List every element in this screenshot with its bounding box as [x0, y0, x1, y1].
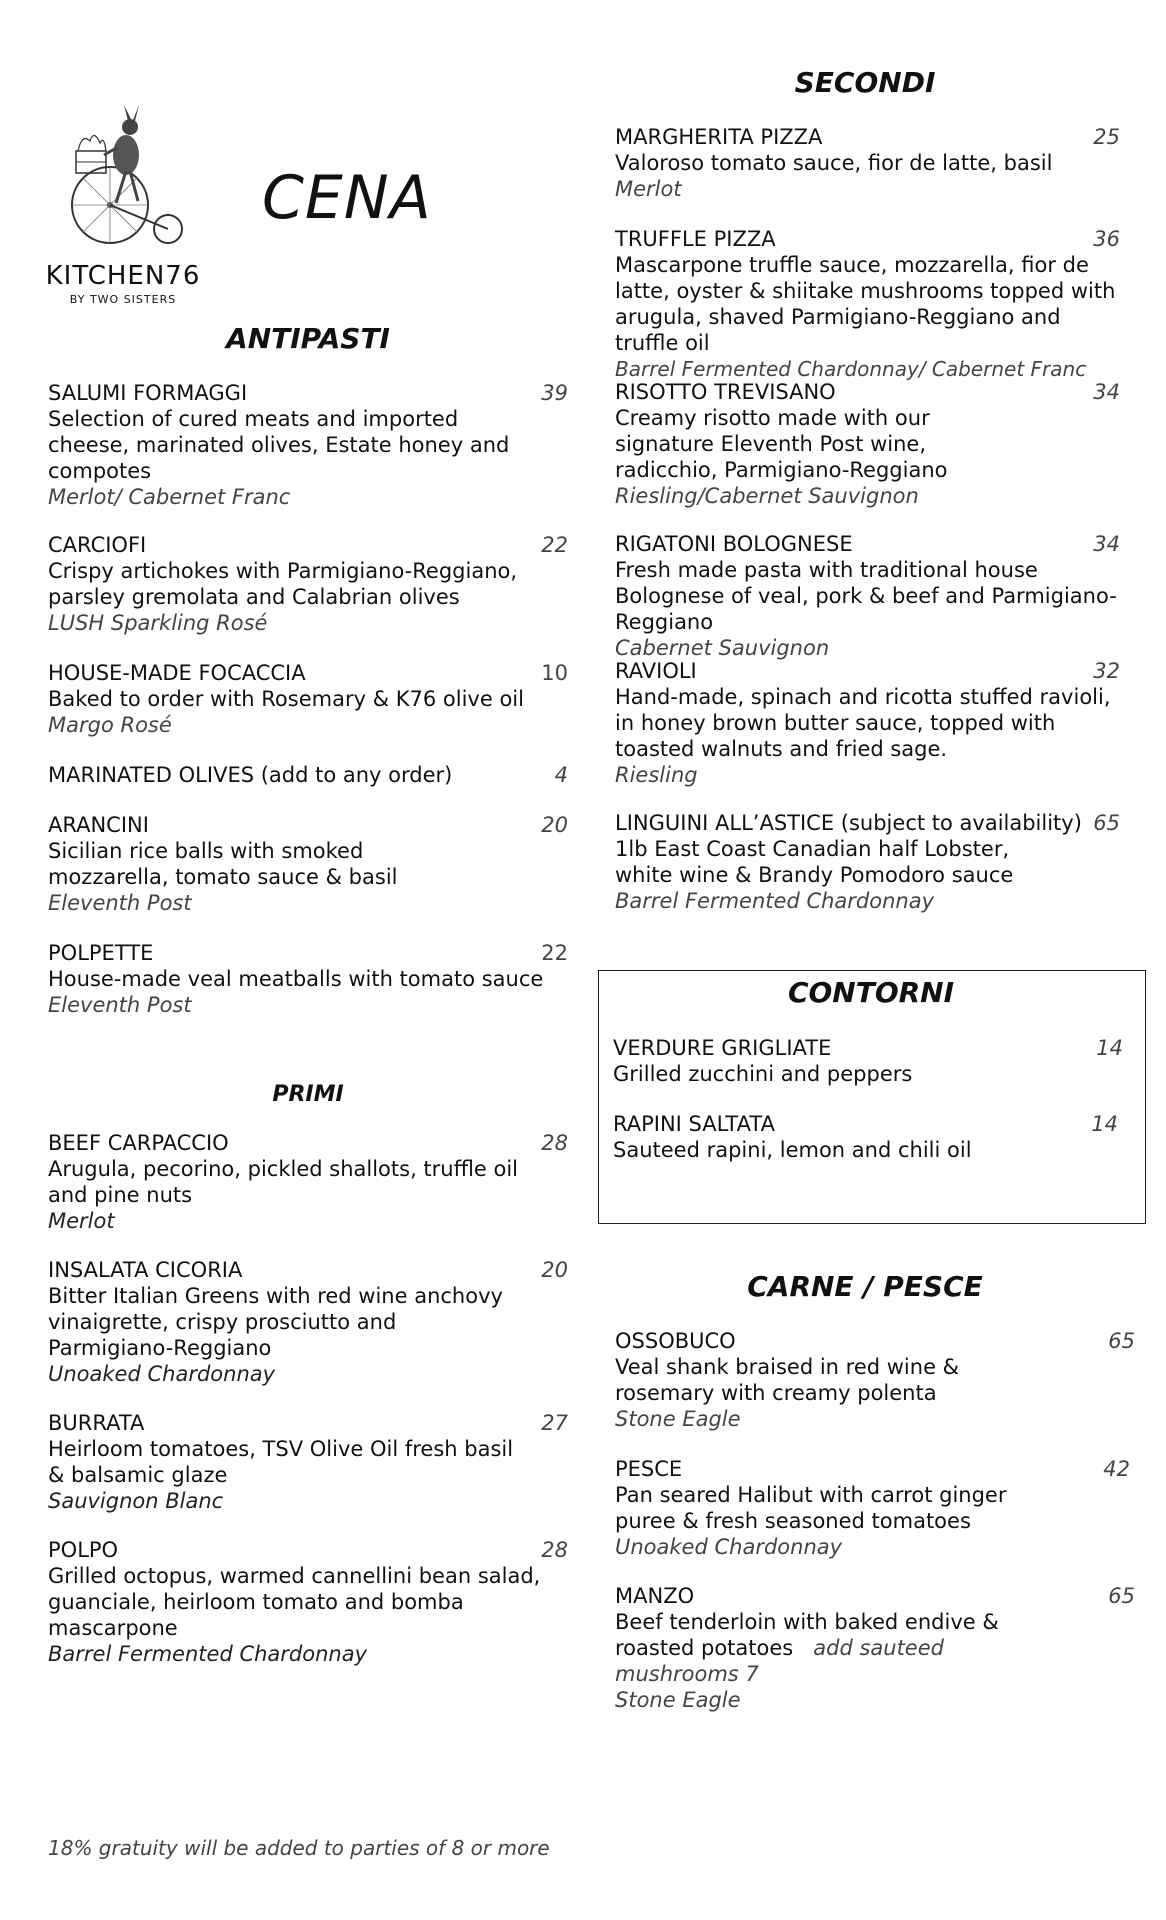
item-price: 20 [541, 1258, 568, 1282]
menu-item [48, 812, 568, 916]
item-description: Heirloom tomatoes, TSV Olive Oil fresh basil & balsamic glaze [48, 1437, 514, 1487]
item-name: TRUFFLE PIZZA [615, 227, 776, 251]
wine-pairing: Barrel Fermented Chardonnay [615, 889, 935, 913]
item-description: Pan seared Halibut with carrot ginger puree & fresh seasoned tomatoes [615, 1483, 1007, 1533]
item-name: OSSOBUCO [615, 1329, 736, 1353]
item-name: RIGATONI BOLOGNESE [615, 532, 853, 556]
item-name: VERDURE GRIGLIATE [613, 1036, 832, 1060]
kitchen76-logo [38, 105, 208, 306]
rabbit-bicycle-icon [38, 105, 208, 255]
item-name: CARCIOFI [48, 533, 147, 557]
brand-tagline: BY TWO SISTERS [69, 293, 177, 306]
item-name: BURRATA [48, 1411, 145, 1435]
menu-item [613, 1035, 1123, 1087]
menu-item [613, 1111, 1118, 1163]
item-description: House-made veal meatballs with tomato sauce [48, 967, 544, 991]
item-price: 65 [1108, 1584, 1135, 1608]
wine-pairing: Unoaked Chardonnay [48, 1362, 276, 1386]
item-name: BEEF CARPACCIO [48, 1131, 229, 1155]
item-price: 14 [1091, 1112, 1118, 1136]
item-note: (add to any order) [254, 763, 453, 787]
item-description: Grilled octopus, warmed cannellini bean salad, guanciale, heirloom tomato and bomba mascarpone [48, 1564, 541, 1640]
menu-item [615, 810, 1120, 914]
item-description [615, 1609, 1055, 1687]
item-name: LINGUINI ALL’ASTICE [615, 811, 835, 835]
menu-item [48, 1537, 568, 1667]
item-description: Hand-made, spinach and ricotta stuffed ravioli, in honey brown butter sauce, topped with toasted walnuts and fried sage. [615, 685, 1111, 761]
item-name: HOUSE-MADE FOCACCIA [48, 661, 306, 685]
wine-pairing: Merlot/ Cabernet Franc [48, 485, 291, 509]
item-description: Baked to order with Rosemary & K76 olive oil [48, 687, 524, 711]
item-name: MARGHERITA PIZZA [615, 125, 823, 149]
item-title [615, 810, 1082, 836]
item-name: PESCE [615, 1457, 683, 1481]
primi-heading: PRIMI [272, 1082, 344, 1107]
menu-item [615, 658, 1120, 788]
wine-pairing: Eleventh Post [48, 993, 192, 1017]
item-description: Crispy artichokes with Parmigiano-Reggiano, parsley gremolata and Calabrian olives [48, 559, 518, 609]
item-title [48, 762, 452, 788]
menu-item [48, 1130, 568, 1234]
item-name: SALUMI FORMAGGI [48, 381, 248, 405]
item-description: 1lb East Coast Canadian half Lobster, white wine & Brandy Pomodoro sauce [615, 837, 1014, 887]
carne-pesce-heading: CARNE / PESCE [747, 1270, 983, 1303]
menu-item [615, 1456, 1130, 1560]
item-description: Fresh made pasta with traditional house Bolognese of veal, pork & beef and Parmigiano-Reggiano [615, 558, 1117, 634]
wine-pairing: Merlot [48, 1209, 115, 1233]
item-price: 25 [1093, 125, 1120, 149]
menu-item [48, 1410, 568, 1514]
addon-note: add sauteed mushrooms 7 [615, 1636, 944, 1686]
item-description: Sauteed rapini, lemon and chili oil [613, 1138, 972, 1162]
wine-pairing: Riesling/Cabernet Sauvignon [615, 484, 919, 508]
menu-item [615, 531, 1120, 661]
brand-name: KITCHEN76 [45, 261, 201, 291]
item-description: Selection of cured meats and imported cheese, marinated olives, Estate honey and compotes [48, 407, 510, 483]
item-price: 28 [541, 1131, 568, 1155]
item-price: 34 [1093, 380, 1120, 404]
wine-pairing: Barrel Fermented Chardonnay/ Cabernet Franc [615, 357, 1087, 381]
item-name: MANZO [615, 1584, 695, 1608]
item-price: 65 [1093, 811, 1120, 835]
wine-pairing: LUSH Sparkling Rosé [48, 611, 268, 635]
item-name: RISOTTO TREVISANO [615, 380, 836, 404]
item-description: Creamy risotto made with our signature Eleventh Post wine, radicchio, Parmigiano-Reggiano [615, 406, 948, 482]
antipasti-heading: ANTIPASTI [226, 322, 390, 355]
item-name: RAPINI SALTATA [613, 1112, 775, 1136]
wine-pairing: Margo Rosé [48, 713, 172, 737]
wine-pairing: Stone Eagle [615, 1688, 741, 1712]
item-description: Mascarpone truffle sauce, mozzarella, fior de latte, oyster & shiitake mushrooms topped with arugula, shaved Parmigiano-Reggiano and truffle oil [615, 253, 1116, 355]
item-description: Valoroso tomato sauce, fior de latte, basil [615, 151, 1053, 175]
item-price: 20 [541, 813, 568, 837]
menu-item [615, 379, 1120, 509]
item-description: Grilled zucchini and peppers [613, 1062, 913, 1086]
menu-item [615, 226, 1120, 382]
item-description: Veal shank braised in red wine & rosemary with creamy polenta [615, 1355, 960, 1405]
menu-item [615, 1583, 1135, 1713]
item-price: 36 [1093, 227, 1120, 251]
item-price: 22 [541, 533, 568, 557]
item-description: Bitter Italian Greens with red wine anchovy vinaigrette, crispy prosciutto and Parmigiano-Reggiano [48, 1284, 503, 1360]
menu-item [615, 1328, 1135, 1432]
item-price: 22 [541, 941, 568, 965]
wine-pairing: Stone Eagle [615, 1407, 741, 1431]
item-description: Arugula, pecorino, pickled shallots, truffle oil and pine nuts [48, 1157, 519, 1207]
wine-pairing: Merlot [615, 177, 682, 201]
item-price: 4 [554, 763, 568, 787]
menu-item [48, 940, 568, 1018]
item-price: 42 [1103, 1457, 1130, 1481]
menu-item [48, 762, 568, 788]
menu-item [48, 660, 568, 738]
item-note: (subject to availability) [834, 811, 1082, 835]
wine-pairing: Barrel Fermented Chardonnay [48, 1642, 368, 1666]
item-price: 10 [541, 661, 568, 685]
item-price: 32 [1093, 659, 1120, 683]
contorni-heading: CONTORNI [787, 976, 955, 1009]
item-price: 39 [541, 381, 568, 405]
item-name: INSALATA CICORIA [48, 1258, 243, 1282]
item-price: 65 [1108, 1329, 1135, 1353]
item-name: POLPO [48, 1538, 119, 1562]
wine-pairing: Sauvignon Blanc [48, 1489, 224, 1513]
item-name: MARINATED OLIVES [48, 763, 255, 787]
item-price: 14 [1096, 1036, 1123, 1060]
item-description: Beef tenderloin with baked endive & roasted potatoes [615, 1610, 999, 1660]
item-name: RAVIOLI [615, 659, 697, 683]
item-price: 28 [541, 1538, 568, 1562]
item-title [48, 380, 247, 406]
wine-pairing: Eleventh Post [48, 891, 192, 915]
wine-pairing: Unoaked Chardonnay [615, 1535, 843, 1559]
item-description: Sicilian rice balls with smoked mozzarella, tomato sauce & basil [48, 839, 398, 889]
wine-pairing: Riesling [615, 763, 698, 787]
menu-item [48, 1257, 568, 1387]
secondi-heading: SECONDI [794, 66, 936, 99]
menu-item [615, 124, 1120, 202]
menu-item [48, 532, 568, 636]
menu-item [48, 380, 568, 510]
menu-title: CENA [262, 163, 432, 233]
gratuity-note: 18% gratuity will be added to parties of 8 or more [48, 1836, 550, 1860]
item-name: POLPETTE [48, 941, 154, 965]
item-name: ARANCINI [48, 813, 149, 837]
item-price: 27 [541, 1411, 568, 1435]
wine-pairing: Cabernet Sauvignon [615, 636, 830, 660]
item-price: 34 [1093, 532, 1120, 556]
